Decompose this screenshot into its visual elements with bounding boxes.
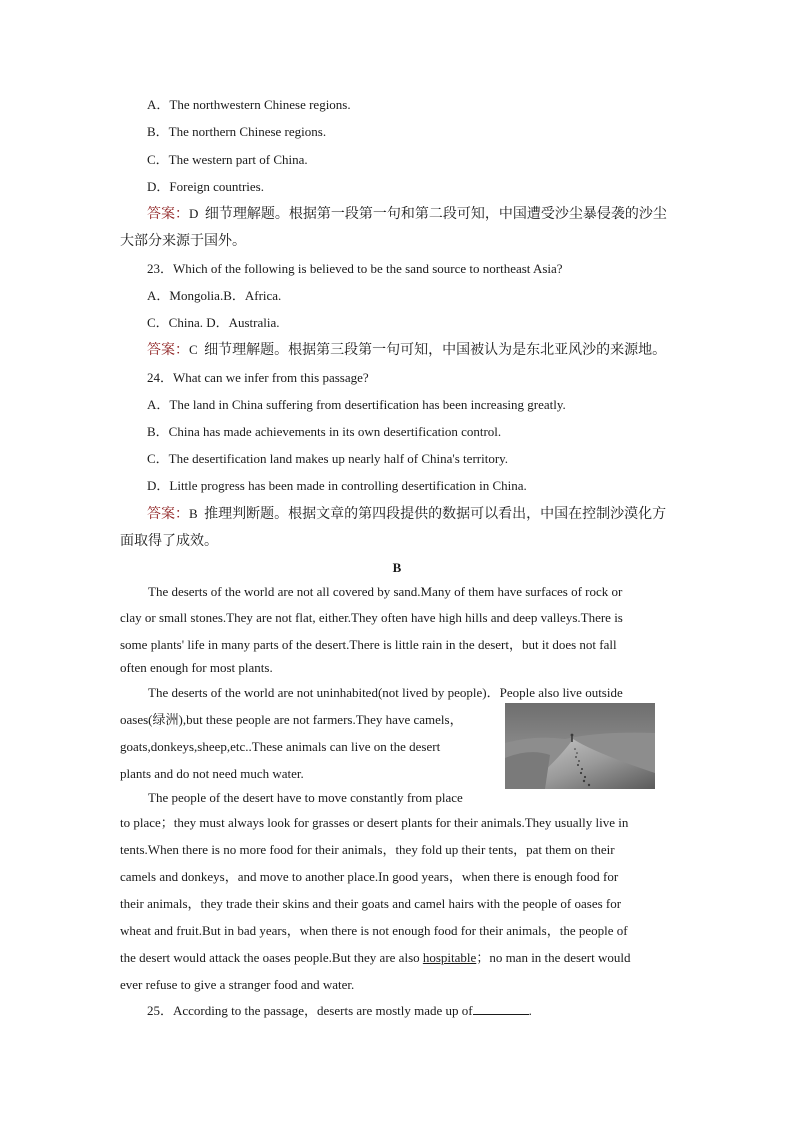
answer-22-continued: 大部分来源于国外。 [120, 233, 246, 249]
answer-letter: C [189, 342, 198, 357]
q25-end: . [528, 1003, 532, 1018]
answer-letter: D [189, 206, 199, 221]
answer-label: 答案： [147, 206, 189, 222]
answer-label: 答案： [147, 506, 189, 522]
desert-dune-illustration [505, 703, 655, 789]
answer-23 [147, 336, 703, 364]
answer-explanation: 细节理解题。根据第三段第一句可知，中国被认为是东北亚风沙的来源地。 [204, 342, 667, 358]
passage-text: ；no man in the desert would [476, 950, 631, 965]
passage-p1-line: clay or small stones.They are not flat, either.They often have high hills and deep valleys.There is [120, 610, 623, 625]
passage-p3-line [120, 944, 676, 971]
answer-explanation: 细节理解题。根据第一段第一句和第二段可知，中国遭受沙尘暴侵袭的沙尘 [204, 206, 667, 222]
answer-24-continued: 面取得了成效。 [120, 533, 218, 549]
passage-p3-line: camels and donkeys，and move to another place.In good years，when there is enough food for [120, 869, 619, 884]
passage-p1-line: often enough for most plants. [120, 660, 273, 675]
q22-option-c: C．The western part of China. [147, 152, 308, 167]
q25-stem [147, 997, 703, 1024]
passage-p1-line: The deserts of the world are not all covered by sand.Many of them have surfaces of rock or [148, 584, 623, 599]
q24-option-d: D．Little progress has been made in controlling desertification in China. [147, 478, 527, 493]
answer-22 [147, 200, 703, 228]
q23-stem: 23．Which of the following is believed to be the sand source to northeast Asia? [147, 261, 563, 276]
passage-p3-line: their animals，they trade their skins and their goats and camel hairs with the people of oases for [120, 896, 622, 911]
passage-p3-line: wheat and fruit.But in bad years，when there is not enough food for their animals，the people of [120, 923, 628, 938]
answer-letter: B [189, 506, 198, 521]
q24-option-a: A．The land in China suffering from desertification has been increasing greatly. [147, 397, 566, 412]
q23-options-ab: A．Mongolia.B．Africa. [147, 288, 282, 303]
q24-option-c: C．The desertification land makes up nearly half of China's territory. [147, 451, 509, 466]
passage-p2-line: plants and do not need much water. [120, 766, 304, 781]
q25-text: 25．According to the passage，deserts are mostly made up of [147, 1003, 473, 1018]
passage-p1-line: some plants' life in many parts of the desert.There is little rain in the desert，but it does not fall [120, 637, 617, 652]
section-heading: B [392, 560, 402, 575]
q22-option-b: B．The northern Chinese regions. [147, 124, 327, 139]
answer-24 [147, 500, 703, 528]
q23-options-cd: C．China. D．Australia. [147, 315, 280, 330]
q24-stem: 24．What can we infer from this passage? [147, 370, 369, 385]
desert-photo [505, 703, 655, 789]
answer-blank[interactable] [473, 1002, 529, 1015]
q22-option-d: D．Foreign countries. [147, 179, 264, 194]
answer-explanation: 推理判断题。根据文章的第四段提供的数据可以看出，中国在控制沙漠化方 [204, 506, 667, 522]
passage-p2-line: The deserts of the world are not uninhabited(not lived by people)．People also live outside [148, 685, 623, 700]
q24-option-b: B．China has made achievements in its own desertification control. [147, 424, 502, 439]
passage-p3-line: tents.When there is no more food for their animals，they fold up their tents，pat them on their [120, 842, 615, 857]
passage-p2-line: oases(绿洲),but these people are not farmers.They have camels， [120, 712, 463, 727]
underlined-word: hospitable [422, 950, 477, 965]
passage-p3-line: to place；they must always look for grasses or desert plants for their animals.They usually live in [120, 815, 629, 830]
passage-text: the desert would attack the oases people.But they are also [120, 950, 423, 965]
passage-p3-line: ever refuse to give a stranger food and water. [120, 977, 355, 992]
q22-option-a: A．The northwestern Chinese regions. [147, 97, 351, 112]
passage-p3-line: The people of the desert have to move constantly from place [148, 790, 463, 805]
passage-p2-line: goats,donkeys,sheep,etc..These animals can live on the desert [120, 739, 441, 754]
answer-label: 答案： [147, 342, 189, 358]
